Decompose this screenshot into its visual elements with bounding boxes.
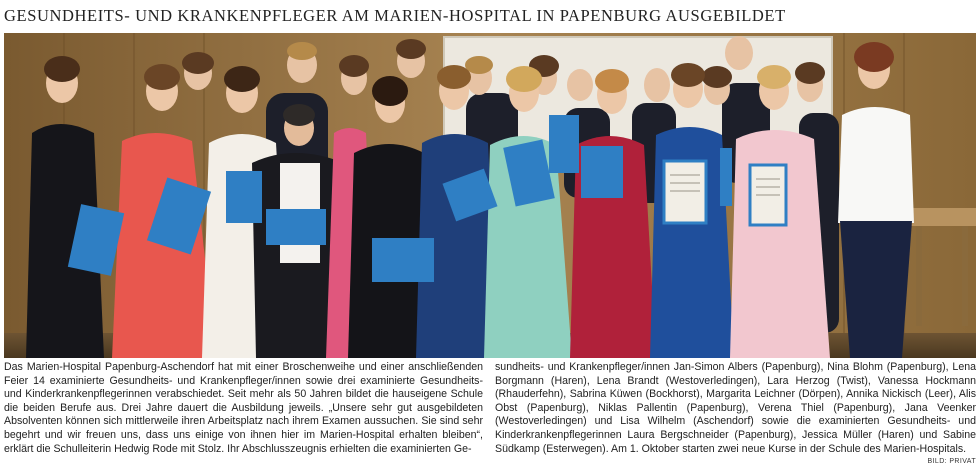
side-table: [909, 208, 976, 226]
certificate: [664, 161, 706, 223]
photo-credit: BILD: PRIVAT: [927, 458, 976, 466]
article-column-right: sundheits- und Krankenpfleger/innen Jan-Simon Albers (Papenburg), Nina Blohm (Papenburg), Lena Borgmann (Haren), Lena Brandt (Westoverledingen), Lara Herzog (Twist), Vanessa Hockmann (Rhauderfehn), Sabrina Küwen (Bockhorst), Margarita Leichner (Dörpen), Annika Nickisch (Leer), Alis Obst (Papenburg), Niklas Pallentin (Papenburg), Verena Thiel (Papenburg), Jana Veenker (Westoverledingen) und Lisa Wilhelm (Aschendorf) sowie die examinierten Gesundheits- und Kinderkrankenpflegerinnen Laura Bergschneider (Papenburg), Jessica Müller (Haren) und Sabine Südkamp (Esterwegen). Am 1. Oktober starten zwei neue Kurse in der Schule des Marien-Hospitals.: [495, 361, 976, 455]
group-photo-illustration: [4, 33, 976, 358]
article-column-left: Das Marien-Hospital Papenburg-Aschendorf hat mit einer Broschenweihe und einer anschließenden Feier 14 examinierte Gesundheits- und Krankenpfleger/innen sowie drei examinierte Gesundheits- und Kinderkrankenpflegerinnen verabschiedet. Seit mehr als 50 Jahren bildet die hauseigene Schule die beiden Berufe aus. Drei Jahre dauert die Ausbildung jeweils. „Unsere sehr gut ausgebildeten Absolventen können sich mittlerweile ihren Arbeitsplatz nach ihrem Examen aussuchen. Sie sind sehr begehrt und wir freuen uns, dass uns einige von ihnen hier im Marien-Hospital erhalten bleiben“, erklärt die Schulleiterin Hedwig Rode mit Stolz. Ihr Abschlusszeugnis erhielten die examinierten Ge-: [4, 361, 483, 455]
headline: GESUNDHEITS- UND KRANKENPFLEGER AM MARIEN-HOSPITAL IN PAPENBURG AUSGEBILDET: [4, 6, 786, 25]
group-photo: [4, 33, 976, 358]
article-body: [4, 361, 976, 471]
